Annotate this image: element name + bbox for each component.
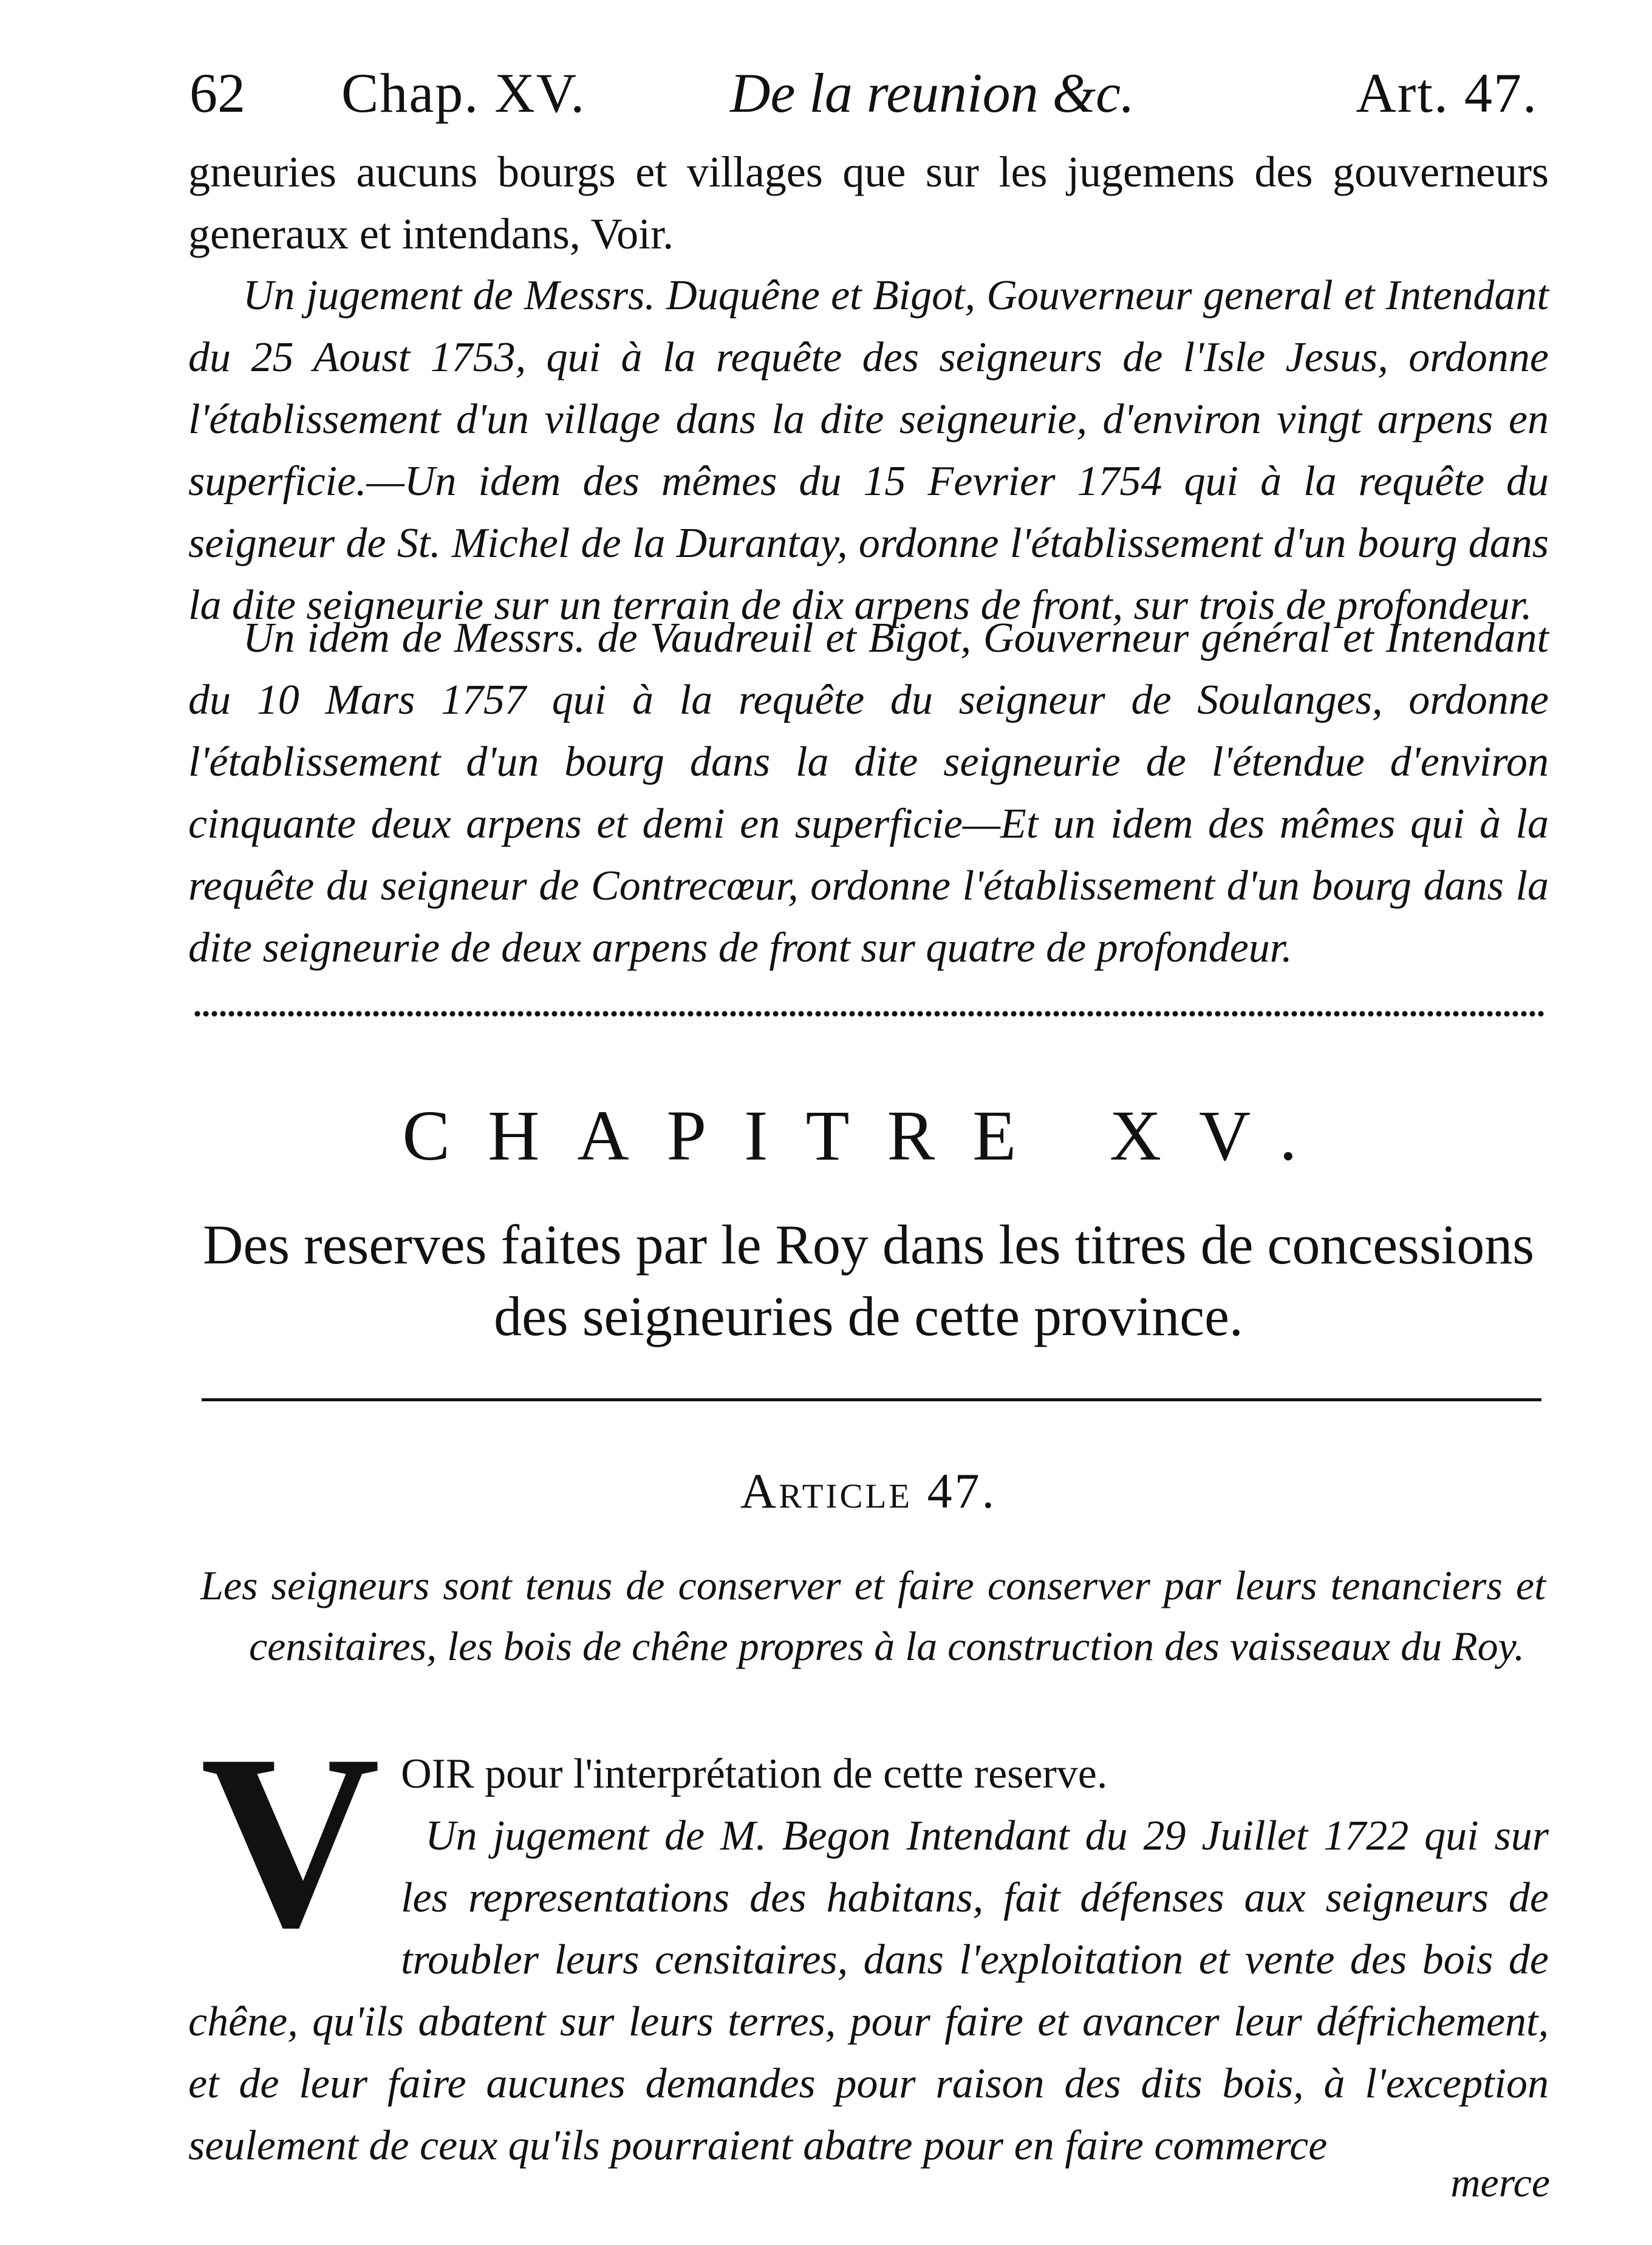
continuation-text: gneuries aucuns bourgs et villages que sur les jugemens des gouverneurs generaux et intendans, Voir.	[188, 148, 1549, 258]
article-judgement: Un jugement de M. Begon Intendant du 29 Juillet 1722 qui sur les representations des habitans, fait défenses aux seigneurs de troubler leurs censitaires, dans l'exploitation et vente des bois de chêne, qu'ils abatent sur leurs terres, pour faire et avancer leur défrichement, et de leur faire aucunes demandes pour raison des dits bois, à l'exception seulement de ceux qu'ils pourraient abatre pour en faire commerce	[188, 1813, 1549, 2169]
running-head-chapter: Chap. XV.	[341, 62, 586, 124]
judgement-text-2: Un idem de Messrs. de Vaudreuil et Bigot, Gouverneur général et Intendant du 10 Mars 1757 qui à la requête du seigneur de Soulanges, ordonne l'établissement d'un bourg dans la dite seigneurie de l'étendue d'environ cinquante deux arpens et demi en superficie—Et un idem des mêmes qui à la requête du seigneur de Contrecœur, ordonne l'établissement d'un bourg dans la dite seigneurie de deux arpens de front sur quatre de profondeur.	[188, 615, 1549, 971]
article-opening: OIR pour l'interprétation de cette reserve.	[401, 1751, 1108, 1797]
judgement-text-1: Un jugement de Messrs. Duquêne et Bigot, Gouverneur general et Intendant du 25 Aoust 1753, qui à la requête des seigneurs de l'Isle Jesus, ordonne l'établissement d'un village dans la dite seigneurie, d'environ vingt arpens en superficie.—Un idem des mêmes du 15 Fevrier 1754 qui à la requête du seigneur de St. Michel de la Durantay, ordonne l'établissement d'un bourg dans la dite seigneurie sur un terrain de dix arpens de front, sur trois de profondeur.	[188, 272, 1549, 629]
horizontal-rule	[202, 1398, 1541, 1401]
article-body	[188, 1703, 1549, 2177]
page-number: 62	[189, 62, 245, 124]
drop-cap: V	[200, 1703, 381, 1979]
ornamental-rule	[193, 1008, 1545, 1019]
judgement-paragraph-1	[188, 265, 1549, 637]
judgement-paragraph-2	[188, 607, 1549, 979]
article-summary: Les seigneurs sont tenus de conserver et faire conserver par leurs tenanciers et censitaires, les bois de chêne propres à la construction des vaisseaux du Roy.	[200, 1562, 1546, 1669]
chapter-heading: CHAPITRE XV.	[402, 1096, 1335, 1175]
catchword: merce	[1450, 2159, 1550, 2206]
running-head	[189, 53, 1538, 132]
chapter-subtitle: Des reserves faites par le Roy dans les titres de concessions des seigneuries de cette province.	[202, 1214, 1534, 1347]
running-head-title: De la reunion &c.	[730, 62, 1135, 124]
running-head-article: Art. 47.	[1356, 62, 1538, 124]
continuation-paragraph	[188, 141, 1549, 265]
article-heading: Article 47.	[740, 1463, 997, 1519]
